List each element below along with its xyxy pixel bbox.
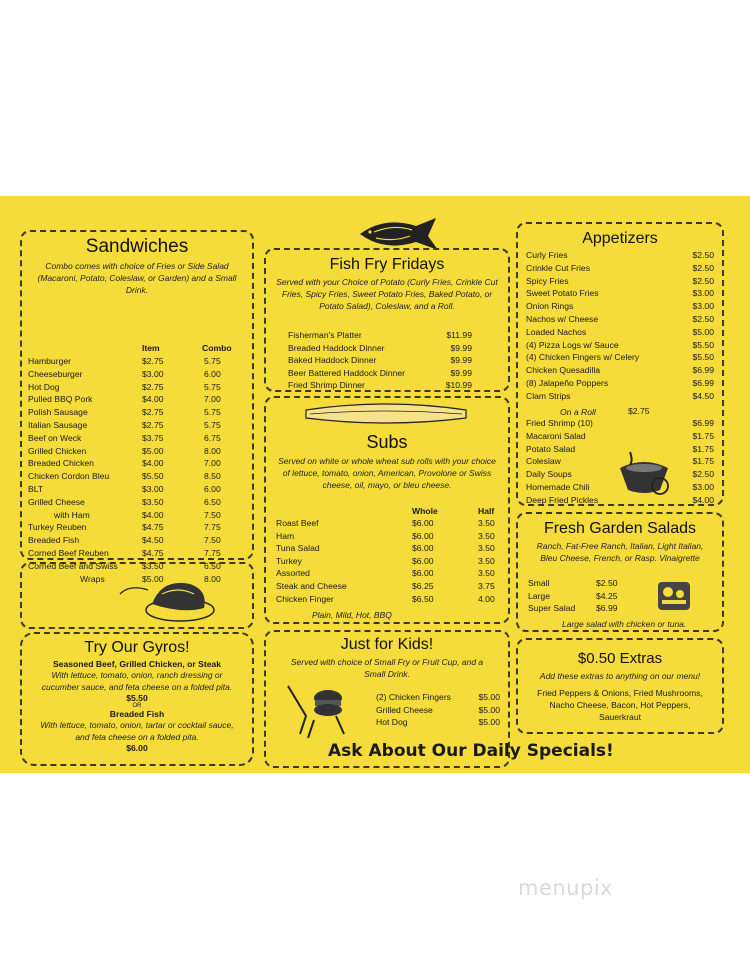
gyros-price-1: $5.50 xyxy=(126,693,148,703)
appetizer-name: Fried Shrimp (10) xyxy=(526,418,593,428)
gyros-title: Try Our Gyros! xyxy=(84,639,190,656)
sandwich-item-price: $3.50 xyxy=(142,560,164,571)
sandwich-name: Cheeseburger xyxy=(28,368,83,379)
appetizer-price: $6.99 xyxy=(692,365,714,376)
sub-name: Steak and Cheese xyxy=(276,581,347,591)
sandwich-combo-price: 6.50 xyxy=(204,560,221,571)
kids-item-name: Grilled Cheese xyxy=(376,704,433,715)
sandwich-item-price: $3.50 xyxy=(142,496,164,507)
sandwich-item-price: $4.00 xyxy=(142,509,164,520)
fish-item-price: $9.99 xyxy=(450,367,472,378)
appetizer-name: Coleslaw xyxy=(526,456,561,467)
salad-size: Large xyxy=(528,590,550,601)
kids-title: Just for Kids! xyxy=(340,636,434,653)
menupix-watermark: menupix xyxy=(518,876,614,900)
sandwich-name: Pulled BBQ Pork xyxy=(28,394,93,405)
sandwich-name: Breaded Fish xyxy=(28,535,80,546)
sandwich-item-price: $4.00 xyxy=(142,394,164,405)
sub-whole-price: $6.00 xyxy=(412,555,434,566)
appetizer-name: Sweet Potato Fries xyxy=(526,288,599,299)
daily-specials-banner: Ask About Our Daily Specials! xyxy=(328,741,614,761)
sandwich-name: Turkey Reuben xyxy=(28,522,87,533)
sub-half-price: 4.00 xyxy=(478,593,495,604)
fish-item-name: Breaded Haddock Dinner xyxy=(288,342,385,353)
sub-name: Chicken Finger xyxy=(276,593,334,604)
gyros-option-fish: Breaded Fish xyxy=(109,709,165,719)
sandwich-item-price: $5.50 xyxy=(142,471,164,482)
sandwich-combo-price: 7.50 xyxy=(204,535,221,546)
sub-half-price: 3.75 xyxy=(478,581,495,591)
sandwich-item-price: $4.50 xyxy=(142,535,164,546)
salads-section xyxy=(516,512,724,632)
sandwich-name: Italian Sausage xyxy=(28,420,88,430)
appetizer-price: $3.00 xyxy=(692,301,714,312)
sandwich-item-price: $3.75 xyxy=(142,432,164,443)
fish-item-name: Baked Haddock Dinner xyxy=(288,355,377,366)
kids-burger-character-icon xyxy=(278,676,358,746)
fish-item-name: Fried Shrimp Dinner xyxy=(288,380,365,391)
sub-whole-price: $6.25 xyxy=(412,581,434,591)
appetizers-on-roll-price: $2.75 xyxy=(628,406,650,416)
sub-sandwich-icon xyxy=(266,398,510,428)
kids-item-price: $5.00 xyxy=(478,692,500,702)
fish-fry-section xyxy=(264,248,510,392)
gyros-price-2: $6.00 xyxy=(126,743,148,753)
sub-half-price: 3.50 xyxy=(478,518,495,528)
appetizer-price: $2.50 xyxy=(692,275,714,286)
sandwich-name: Hot Dog xyxy=(28,381,60,392)
appetizer-price: $3.00 xyxy=(692,288,714,299)
salad-price: $2.50 xyxy=(596,578,618,588)
sandwich-item-price: $4.75 xyxy=(142,522,164,533)
kids-item-name: (2) Chicken Fingers xyxy=(376,692,451,702)
sub-name: Assorted xyxy=(276,568,310,579)
appetizer-name: Potato Salad xyxy=(526,443,576,454)
sandwich-name: with Ham xyxy=(54,509,90,520)
appetizer-price: $5.50 xyxy=(692,352,714,363)
sub-half-price: 3.50 xyxy=(478,555,495,566)
kids-item-name: Hot Dog xyxy=(376,717,408,728)
sub-whole-price: $6.50 xyxy=(412,593,434,604)
appetizer-price: $5.50 xyxy=(692,339,714,350)
salad-price: $6.99 xyxy=(596,603,618,614)
sandwich-item-price: $5.00 xyxy=(142,573,164,584)
sandwich-combo-price: 6.50 xyxy=(204,496,221,507)
sandwich-item-price: $3.00 xyxy=(142,484,164,494)
sandwiches-col-combo: Combo xyxy=(202,343,232,353)
sub-whole-price: $6.00 xyxy=(412,530,434,541)
sandwich-combo-price: 5.75 xyxy=(204,356,221,366)
sandwich-name: Hamburger xyxy=(28,356,71,366)
gyros-description-1: With lettuce, tomato, onion, ranch dressing or cucumber sauce, and feta cheese on a folded pita. xyxy=(41,670,233,692)
food-illustration-box xyxy=(20,562,254,629)
sandwich-name: Grilled Chicken xyxy=(28,445,87,456)
appetizer-name: Loaded Nachos xyxy=(526,326,587,337)
sub-name: Ham xyxy=(276,530,295,541)
sandwich-name: Wraps xyxy=(80,573,105,584)
sandwich-item-price: $2.75 xyxy=(142,356,164,366)
salads-dressings: Ranch, Fat-Free Ranch, Italian, Light Italian, Bleu Cheese, French, or Rasp. Vinaigrette xyxy=(536,541,704,563)
sandwich-combo-price: 8.50 xyxy=(204,471,221,482)
gyros-option-meat: Seasoned Beef, Grilled Chicken, or Steak xyxy=(52,659,222,669)
fish-item-price: $9.99 xyxy=(450,355,472,366)
sandwich-combo-price: 7.75 xyxy=(204,522,221,533)
salad-size: Super Salad xyxy=(528,603,576,614)
sandwich-item-price: $3.00 xyxy=(142,368,164,379)
subs-section xyxy=(264,396,510,624)
extras-section xyxy=(516,638,724,734)
fish-fry-description: Served with your Choice of Potato (Curly Fries, Crinkle Cut Fries, Spicy Fries, Sweet Potato Fries, Baked Potato, or Potato Salad), Coleslaw, and a Roll. xyxy=(276,277,498,311)
sandwiches-description: Combo comes with choice of Fries or Side Salad (Macaroni, Potato, Coleslaw, or Garden) and a Small Drink. xyxy=(37,261,237,295)
appetizer-price: $6.99 xyxy=(692,418,714,428)
sandwich-name: Chicken Cordon Bleu xyxy=(28,471,110,482)
sandwich-item-price: $5.00 xyxy=(142,445,164,456)
appetizer-name: (8) Jalapeño Poppers xyxy=(526,378,609,388)
appetizer-price: $3.00 xyxy=(692,482,714,492)
appetizer-name: (4) Chicken Fingers w/ Celery xyxy=(526,352,640,363)
fish-item-name: Fisherman's Platter xyxy=(288,330,362,340)
sub-half-price: 3.50 xyxy=(478,543,495,554)
appetizers-section xyxy=(516,222,724,506)
sub-name: Turkey xyxy=(276,555,302,566)
appetizer-name: Onion Rings xyxy=(526,301,574,312)
appetizer-name: Daily Soups xyxy=(526,469,572,480)
gyros-description-2: With lettuce, tomato, onion, tartar or cocktail sauce, and feta cheese on a folded pita. xyxy=(40,720,234,742)
sandwich-combo-price: 7.00 xyxy=(204,458,221,469)
sub-half-price: 3.50 xyxy=(478,530,495,541)
fish-item-price: $9.99 xyxy=(450,342,472,353)
appetizer-price: $2.50 xyxy=(692,250,714,260)
sandwiches-title: Sandwiches xyxy=(85,236,189,257)
appetizer-name: Curly Fries xyxy=(526,250,568,260)
appetizer-price: $5.00 xyxy=(692,326,714,337)
appetizer-name: Nachos w/ Cheese xyxy=(526,314,599,324)
appetizer-name: Clam Strips xyxy=(526,390,571,401)
sandwich-combo-price: 8.00 xyxy=(204,445,221,456)
appetizer-price: $1.75 xyxy=(692,430,714,441)
appetizer-name: Homemade Chili xyxy=(526,482,590,492)
appetizer-price: $2.50 xyxy=(692,469,714,480)
subs-col-whole: Whole xyxy=(412,506,438,516)
gyros-section xyxy=(20,632,254,766)
sandwiches-col-item: Item xyxy=(142,343,160,353)
salad-price: $4.25 xyxy=(596,590,618,601)
menu-sheet xyxy=(0,196,750,773)
appetizer-name: Spicy Fries xyxy=(526,275,569,286)
appetizer-price: $4.00 xyxy=(692,494,714,505)
sandwich-combo-price: 5.75 xyxy=(204,420,221,430)
sandwich-item-price: $2.75 xyxy=(142,407,164,418)
sandwich-item-price: $2.75 xyxy=(142,420,164,430)
appetizer-price: $2.50 xyxy=(692,314,714,324)
sandwich-name: Grilled Cheese xyxy=(28,496,85,507)
appetizer-name: Chicken Quesadilla xyxy=(526,365,601,376)
subs-description: Served on white or whole wheat sub rolls with your choice of lettuce, tomato, onion, American, Provolone or Swiss cheese, oil, mayo, or bleu cheese. xyxy=(278,456,496,490)
sandwich-item-price: $4.75 xyxy=(142,548,164,558)
sandwich-combo-price: 8.00 xyxy=(204,573,221,584)
appetizer-price: $1.75 xyxy=(692,443,714,454)
salad-size: Small xyxy=(528,578,550,588)
extras-title: $0.50 Extras xyxy=(577,650,663,667)
fish-item-price: $11.99 xyxy=(446,330,472,340)
appetizer-name: (4) Pizza Logs w/ Sauce xyxy=(526,339,619,350)
sandwich-name: Corned Beef and Swiss xyxy=(28,560,118,571)
appetizers-on-roll-label: On a Roll xyxy=(560,407,596,417)
appetizer-name: Macaroni Salad xyxy=(526,430,586,441)
subs-col-half: Half xyxy=(478,506,495,516)
sandwich-combo-price: 6.75 xyxy=(204,432,221,443)
sandwich-item-price: $2.75 xyxy=(142,381,164,392)
sandwich-combo-price: 6.00 xyxy=(204,484,221,494)
salads-title: Fresh Garden Salads xyxy=(543,520,697,537)
extras-items: Fried Peppers & Onions, Fried Mushrooms, Nacho Cheese, Bacon, Hot Peppers, Sauerkraut xyxy=(537,688,703,722)
salad-bowl-icon xyxy=(656,578,692,614)
sandwich-combo-price: 7.50 xyxy=(204,509,221,520)
fish-fry-title: Fish Fry Fridays xyxy=(329,256,445,273)
appetizer-price: $2.50 xyxy=(692,262,714,273)
fish-item-price: $10.99 xyxy=(445,380,472,391)
appetizer-price: $4.50 xyxy=(692,390,714,401)
sandwiches-section xyxy=(20,230,254,584)
sandwich-item-price: $4.00 xyxy=(142,458,164,469)
appetizers-title: Appetizers xyxy=(582,230,658,247)
sub-name: Roast Beef xyxy=(276,518,319,528)
appetizer-name: Crinkle Cut Fries xyxy=(526,262,590,273)
sandwich-combo-price: 7.75 xyxy=(204,548,221,558)
sub-whole-price: $6.00 xyxy=(412,518,434,528)
sandwich-combo-price: 5.75 xyxy=(204,381,221,392)
subs-chicken-styles: Plain, Mild, Hot, BBQ xyxy=(312,610,392,620)
kids-item-price: $5.00 xyxy=(478,704,500,715)
sandwich-combo-price: 7.00 xyxy=(204,394,221,405)
sandwich-name: Breaded Chicken xyxy=(28,458,94,469)
appetizer-price: $6.99 xyxy=(692,378,714,388)
extras-description: Add these extras to anything on our menu! xyxy=(539,671,701,681)
sub-half-price: 3.50 xyxy=(478,568,495,579)
sandwich-combo-price: 5.75 xyxy=(204,407,221,418)
salads-super-note: Large salad with chicken or tuna. xyxy=(562,619,687,629)
sandwich-name: Beef on Weck xyxy=(28,432,82,443)
sandwich-name: BLT xyxy=(28,484,44,494)
sandwich-plate-icon xyxy=(22,564,256,631)
appetizer-name: Deep Fried Pickles xyxy=(526,494,599,505)
sandwich-name: Corned Beef Reuben xyxy=(28,548,109,558)
sandwich-combo-price: 6.00 xyxy=(204,368,221,379)
gyros-or: OR xyxy=(132,703,142,709)
kids-description: Served with choice of Small Fry or Fruit Cup, and a Small Drink. xyxy=(290,657,484,679)
sandwich-name: Polish Sausage xyxy=(28,407,88,418)
chili-bowl-icon xyxy=(616,446,672,498)
sub-whole-price: $6.00 xyxy=(412,543,434,554)
subs-title: Subs xyxy=(366,432,408,452)
kids-item-price: $5.00 xyxy=(478,717,500,728)
sub-whole-price: $6.00 xyxy=(412,568,434,579)
appetizer-price: $1.75 xyxy=(692,456,714,467)
sub-name: Tuna Salad xyxy=(276,543,320,554)
fish-item-name: Beer Battered Haddock Dinner xyxy=(288,367,406,378)
